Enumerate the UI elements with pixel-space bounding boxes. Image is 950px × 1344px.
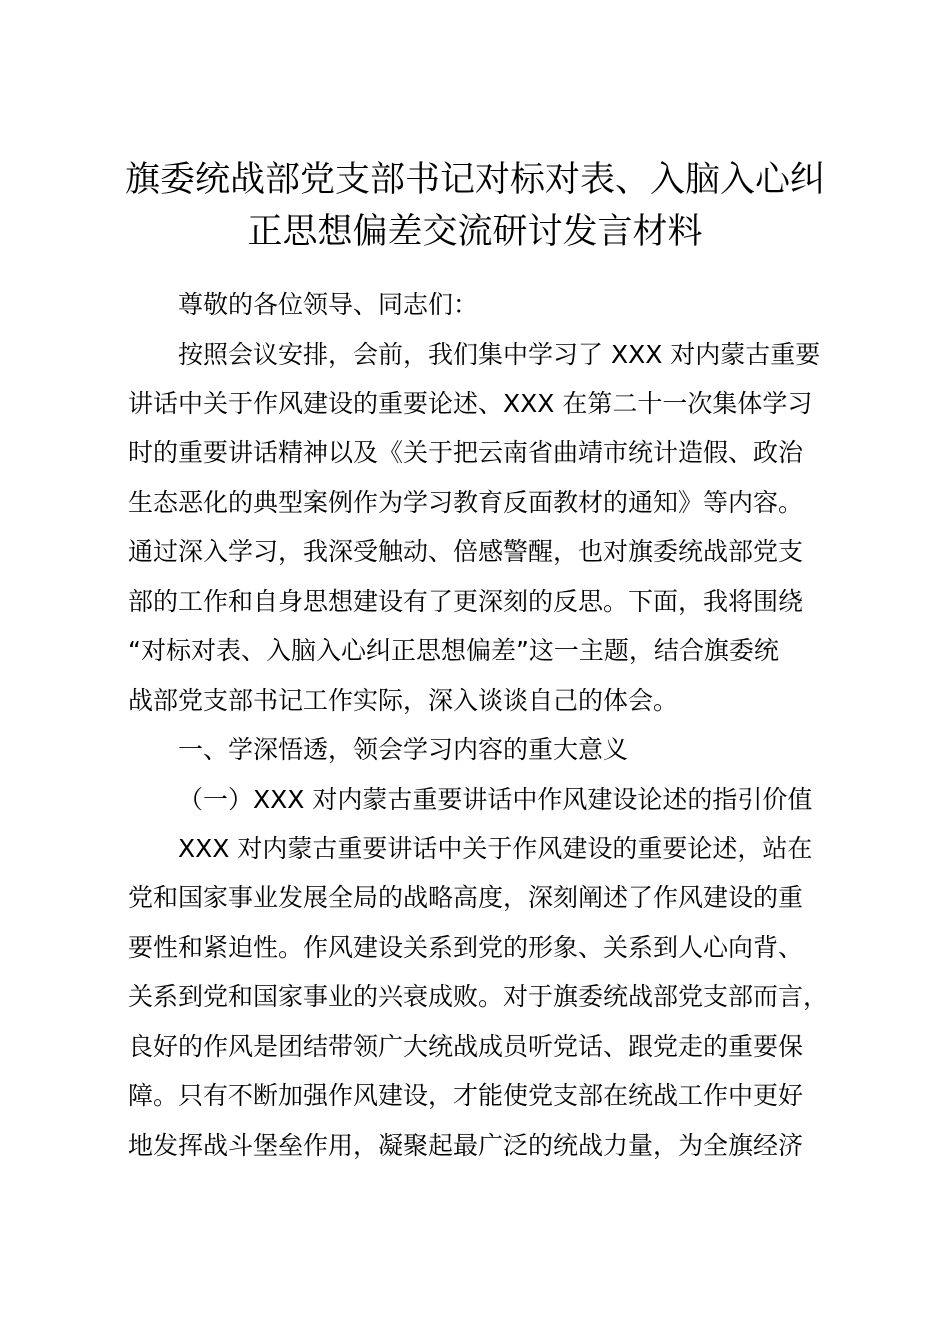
paragraph-line: 部的工作和自身思想建设有了更深刻的反思。下面，我将围绕 — [128, 587, 804, 616]
paragraph-line: 要性和紧迫性。作风建设关系到党的形象、关系到人心向背、 — [128, 933, 804, 962]
paragraph-line: 时的重要讲话精神以及《关于把云南省曲靖市统计造假、政治 — [128, 438, 804, 467]
subsection-heading: （一）XXX 对内蒙古重要讲话中作风建设论述的指引价值 — [178, 785, 813, 814]
paragraph-line: XXX 对内蒙古重要讲话中关于作风建设的重要论述，站在 — [178, 834, 813, 863]
paragraph-line: 讲话中关于作风建设的重要论述、XXX 在第二十一次集体学习 — [128, 389, 813, 418]
document-title-line-1: 旗委统战部党支部书记对标对表、入脑入心纠 — [124, 160, 825, 200]
paragraph-line: 关系到党和国家事业的兴衰成败。对于旗委统战部党支部而言， — [128, 982, 829, 1011]
paragraph-line: 障。只有不断加强作风建设，才能使党支部在统战工作中更好 — [128, 1081, 804, 1110]
paragraph-line: 按照会议安排，会前，我们集中学习了 XXX 对内蒙古重要 — [178, 340, 821, 369]
paragraph-line: 生态恶化的典型案例作为学习教育反面教材的通知》等内容。 — [128, 488, 804, 517]
paragraph-line: 通过深入学习，我深受触动、倍感警醒，也对旗委统战部党支 — [128, 537, 804, 566]
paragraph-line: 战部党支部书记工作实际，深入谈谈自己的体会。 — [128, 686, 679, 715]
salutation: 尊敬的各位领导、同志们： — [178, 290, 479, 319]
section-heading: 一、学深悟透，领会学习内容的重大意义 — [178, 735, 629, 764]
document-title-line-2: 正思想偏差交流研讨发言材料 — [247, 212, 703, 252]
paragraph-line: 地发挥战斗堡垒作用，凝聚起最广泛的统战力量，为全旗经济 — [128, 1131, 804, 1160]
paragraph-line: 党和国家事业发展全局的战略高度，深刻阐述了作风建设的重 — [128, 883, 804, 912]
paragraph-line: “对标对表、入脑入心纠正思想偏差”这一主题，结合旗委统 — [128, 636, 779, 665]
paragraph-line: 良好的作风是团结带领广大统战成员听党话、跟党走的重要保 — [128, 1032, 804, 1061]
